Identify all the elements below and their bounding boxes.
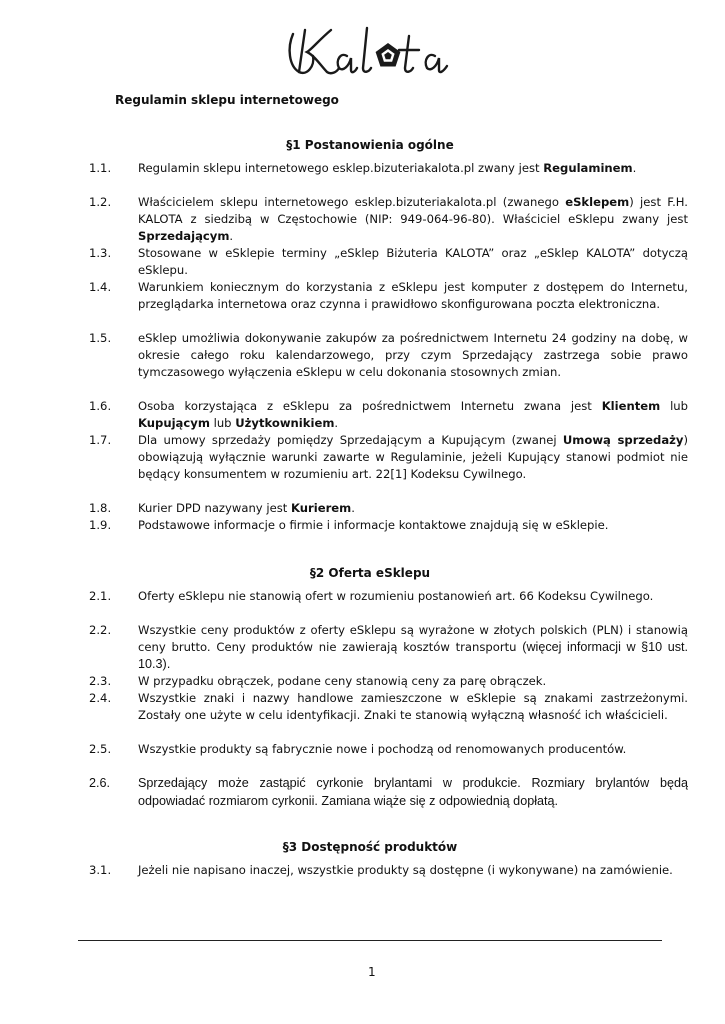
defined-term: Umową sprzedaży xyxy=(562,433,684,447)
defined-term: eSklepem xyxy=(565,195,630,209)
item-text: Sprzedający może zastąpić cyrkonie brylantami w produkcie. Rozmiary brylantów będą odpowiadać rozmiarom cyrkonii. Zamiana wiąże się z odpowiednią dopłatą. xyxy=(138,776,688,808)
item-number: 1.8. xyxy=(89,501,112,515)
item-number: 2.5. xyxy=(89,742,112,756)
item-text: Właścicielem sklepu internetowego esklep.bizuteriakalota.pl (zwanego eSklepem) jest F.H. KALOTA z siedzibą w Częstochowie (NIP: 949-064-96-80). Właściciel eSklepu zwany jest Sprzedającym. xyxy=(138,195,688,243)
item-text: Warunkiem koniecznym do korzystania z eSklepu jest komputer z dostępem do Internetu, przeglądarka internetowa oraz czynna i prawidłowo skonfigurowana poczta elektroniczna. xyxy=(138,280,688,311)
defined-term: Regulaminem xyxy=(543,161,633,175)
item-text: eSklep umożliwia dokonywanie zakupów za pośrednictwem Internetu 24 godziny na dobę, w okresie całego roku kalendarzowego, przy czym Sprzedający zastrzega sobie prawo tymczasowego wyłączenia eSklepu w celu dokonania stosownych zmian. xyxy=(138,331,688,379)
defined-term: Klientem xyxy=(601,399,661,413)
item-number: 2.3. xyxy=(89,674,112,688)
defined-term: Kupującym xyxy=(138,416,210,430)
item-text: Osoba korzystająca z eSklepu za pośrednictwem Internetu zwana jest Klientem lub Kupującym lub Użytkownikiem. xyxy=(138,399,688,430)
kalota-logo xyxy=(285,22,460,80)
document-title: Regulamin sklepu internetowego xyxy=(115,93,339,107)
item-number: 2.2. xyxy=(89,623,112,637)
item-text: Jeżeli nie napisano inaczej, wszystkie produkty są dostępne (i wykonywane) na zamówienie. xyxy=(138,863,673,877)
item-text: Wszystkie produkty są fabrycznie nowe i pochodzą od renomowanych producentów. xyxy=(138,742,627,756)
item-number: 1.2. xyxy=(89,195,112,209)
item-number: 1.9. xyxy=(89,518,112,532)
item-number: 1.3. xyxy=(89,246,112,260)
item-text: Wszystkie znaki i nazwy handlowe zamieszczone w eSklepie są znakami zastrzeżonymi. Zostały one użyte w celu identyfikacji. Znaki te stanowią wyłączną własność ich właścicieli. xyxy=(138,691,688,722)
section-2-heading: §2 Oferta eSklepu xyxy=(309,566,431,580)
reference-note: (więcej informacji w §10 ust. 10.3) xyxy=(138,640,688,671)
item-text: Kurier DPD nazywany jest Kurierem. xyxy=(138,501,355,515)
item-text: Regulamin sklepu internetowego esklep.bizuteriakalota.pl zwany jest Regulaminem. xyxy=(138,161,637,175)
page-number: 1 xyxy=(368,965,376,979)
item-number: 2.4. xyxy=(89,691,112,705)
item-text: Dla umowy sprzedaży pomiędzy Sprzedającym a Kupującym (zwanej Umową sprzedaży) obowiązują wyłącznie warunki zawarte w Regulaminie, jeżeli Kupujący stanowi podmiot nie będący konsumentem w rozumieniu art. 22[1] Kodeksu Cywilnego. xyxy=(138,433,688,481)
defined-term: Sprzedającym xyxy=(138,229,230,243)
item-number: 1.7. xyxy=(89,433,112,447)
item-number: 1.5. xyxy=(89,331,112,345)
item-number: 2.1. xyxy=(89,589,112,603)
kalota-logo-icon xyxy=(285,22,460,80)
item-text: Wszystkie ceny produktów z oferty eSklepu są wyrażone w złotych polskich (PLN) i stanowią ceny brutto. Ceny produktów nie zawierają kosztów transportu (więcej informacji w §10 ust. 10.3). xyxy=(138,623,688,671)
item-text: Podstawowe informacje o firmie i informacje kontaktowe znajdują się w eSklepie. xyxy=(138,518,609,532)
defined-term: Kurierem xyxy=(290,501,352,515)
section-1-heading: §1 Postanowienia ogólne xyxy=(286,138,454,152)
section-3-heading: §3 Dostępność produktów xyxy=(282,840,458,854)
item-text: Stosowane w eSklepie terminy „eSklep Biżuteria KALOTA” oraz „eSklep KALOTA” dotyczą eSklepu. xyxy=(138,246,688,277)
item-text: Oferty eSklepu nie stanowią ofert w rozumieniu postanowień art. 66 Kodeksu Cywilnego. xyxy=(138,589,654,603)
defined-term: Użytkownikiem xyxy=(235,416,335,430)
item-number: 2.6. xyxy=(89,776,111,790)
footer-divider xyxy=(78,940,662,941)
item-number: 1.6. xyxy=(89,399,112,413)
item-number: 1.4. xyxy=(89,280,112,294)
item-number: 1.1. xyxy=(89,161,112,175)
item-number: 3.1. xyxy=(89,863,112,877)
item-text: W przypadku obrączek, podane ceny stanowią ceny za parę obrączek. xyxy=(138,674,547,688)
